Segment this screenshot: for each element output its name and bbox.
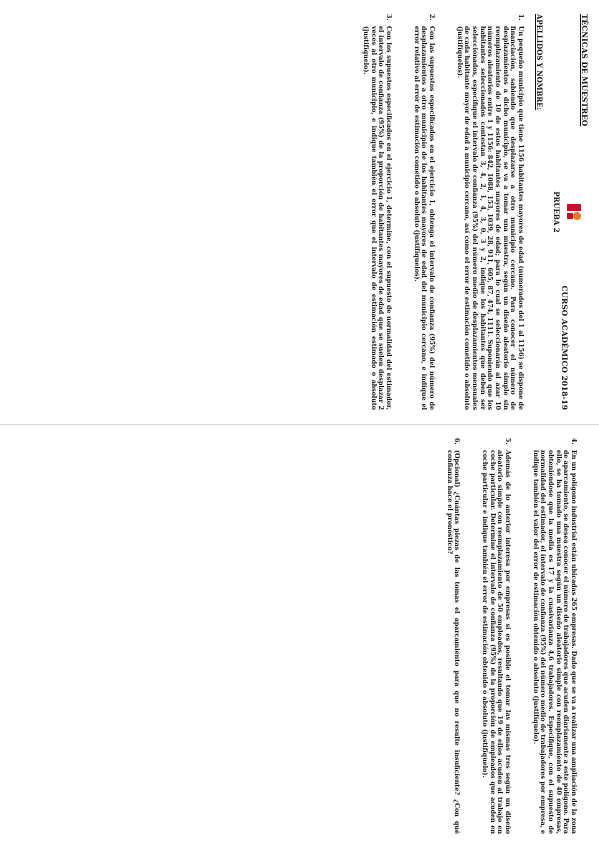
- question-item: [455, 14, 524, 410]
- question-item: [412, 14, 435, 410]
- student-name-label: APELLIDOS Y NOMBRE:: [535, 14, 544, 111]
- exam-title: PRUEBA 2: [552, 191, 562, 233]
- question-number: 3.: [384, 14, 392, 21]
- header-center: [552, 14, 583, 410]
- question-number: 1.: [517, 14, 524, 21]
- question-item: [480, 438, 511, 834]
- question-item: [531, 438, 577, 834]
- question-list: [425, 438, 577, 834]
- course-title: TÉCNICAS DE MUESTREO: [580, 14, 589, 127]
- university-logo-icon: [565, 202, 583, 222]
- question-item: [361, 14, 392, 410]
- question-number: 5.: [503, 438, 511, 445]
- question-number: 6.: [453, 438, 461, 445]
- question-item: [445, 438, 460, 834]
- academic-year: CURSO ACADÉMICO 2018-19: [560, 285, 569, 410]
- page-header: [549, 14, 589, 410]
- question-number: 2.: [427, 14, 435, 21]
- question-text: En un polígono industrial están ubicadas 265 empresas. Dado que se va a realizar una ampliación de la zona de aparcamiento, se desea conocer el número de trabajadores que acuden diariamente a este polígono. Para ello, se ha tomado una muestra según un diseño aleatorio simple con reemplazamiento de 40 empresas, obteniéndose que la media es 17 y la cuasivarianza 4,6 trabajadores. Especifique, con el supuesto de normalidad del estimador, el intervalo de confianza (95%) del número medio de trabajadores por empresa, e indique también el valor del error de estimación obtenido o absoluto (justifíquelo).: [531, 450, 577, 834]
- question-list: [341, 14, 524, 410]
- exam-page-2: [0, 424, 599, 848]
- question-text: Un pequeño municipio que tiene 1156 habitantes mayores de edad (numerados del 1 al 1156) se dispone de financiación, sabiendo que desplazarse a otro municipio cercano. Para conocer el número de desplazamientos a dicho municipio, se va a tomar una muestra, según un diseño aleatorio simple sin reemplazamiento de 10 de estos habitantes mayores de edad; para lo cual se seleccionarán al azar 10 números aleatorios entre 1 y 1156: 842, 1088, 153, 1039, 28, 911, 605, 87, 474, 1111. Suponiendo que los habitantes seleccionados contestan 3, 4, 2, 1, 4, 3, 0, 3 y 2, indique los habitantes que deben ser seleccionados, especifique el intervalo de confianza (95%) del número medio de desplazamientos mensuales de cada habitante mayor de edad a municipio cercano, así como el error de estimación cometido o absoluto (justifíquelos).: [455, 26, 524, 410]
- question-number: 4.: [570, 438, 577, 445]
- question-text: Con los supuestos especificados en el ejercicio 1, determine, con el supuesto de normalidad del estimador, el intervalo de confianza (95%) de la proporción de habitantes mayores de edad que se suelen desplazar 2 veces al otro municipio, e indique también el error que el intervalo de estimación estimado o absoluto (justifíquelo).: [361, 26, 392, 410]
- question-text: Además de lo anterior interesa por empresas si es posible el tomar las mismas tres según un diseño aleatorio simple con reemplazamiento de 50 empleados, resultando que 19 de ellos acuden al trabajo en coche particular. Determine el intervalo de confianza (95%) de la proporción de empleados que acuden en coche particular e indique también el error de estimación obtenido o absoluto (justifíquelo).: [480, 450, 511, 834]
- question-text: Con las supuestos especificados en el ejercicio 1, obtenga el intervalo de confianza (95%) del número de desplazamientos a otro municipio de los habitantes mayores de edad del municipio cercano, e indique el error relativo al error de estimación cometido o absoluto (justifíquelos).: [412, 26, 435, 410]
- question-text: (Opcional) ¿Cuántas piezas de las tomas el aparcamiento para que no resulte insuficiente? ¿Con qué confianza hace el pronóstico?: [445, 450, 461, 834]
